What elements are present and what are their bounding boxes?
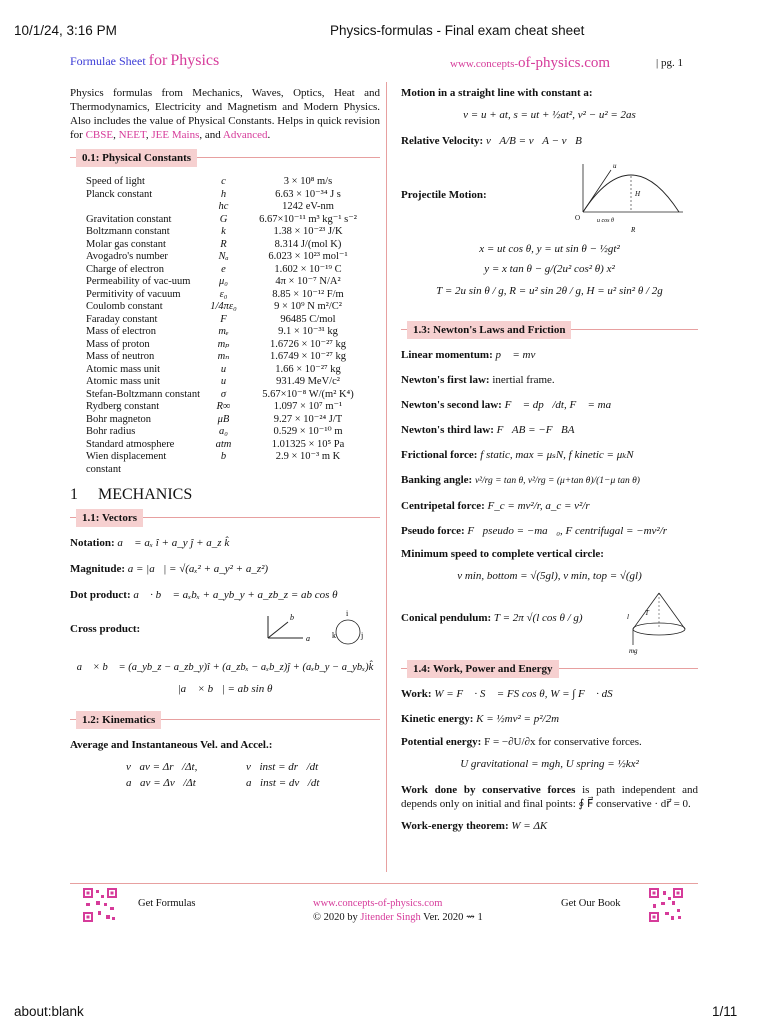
constant-row [70,439,370,452]
constant-value: 6.023 × 10²³ mol⁻¹ [268,251,348,262]
constant-name: Bohr magneton [86,413,152,425]
svg-text:R: R [631,226,636,234]
brand-for: for [148,52,168,69]
constant-value: 1.01325 × 10⁵ Pa [271,438,345,450]
formula-motion: v = u + at, s = ut + ½at², v² − u² = 2as [463,109,636,121]
constant-value: 1.6749 × 10⁻²⁷ kg [269,351,347,362]
constant-row [70,401,370,414]
link-cbse[interactable]: CBSE [85,129,114,141]
constant-symbol: μB [217,413,230,425]
formula-projectile-2: y = x tan θ − g/(2u² cos² θ) x² [484,263,615,275]
constant-symbol: ε₀ [219,288,228,300]
formula-cross-expansion: a⃗ × b⃗ = (a_yb_z − a_zb_y)î + (a_zbₓ − aₓb_z)ĵ + (aₓb_y − a_ybₓ)k̂ [76,662,374,673]
formula-newton-second: Newton's second law: F⃗ = dp⃗/dt, F⃗ = ma⃗ [401,399,620,411]
constant-row [70,414,370,427]
right-column [401,86,698,840]
constant-name: Permitivity of vacuum [86,288,181,300]
constant-name: Molar gas constant [86,238,166,250]
constant-value: 1.602 × 10⁻¹⁹ C [274,263,342,275]
constant-symbol: k [221,226,226,237]
constant-symbol: Nₐ [218,251,229,262]
section-title: 1.2: Kinematics [76,711,161,729]
section-vectors [70,508,380,528]
svg-text:u cos θ: u cos θ [597,218,614,224]
section-title: 0.1: Physical Constants [76,149,197,167]
constant-name: Faraday constant [86,313,158,325]
svg-text:k: k [332,631,336,640]
qr-code-icon [82,887,118,923]
constant-symbol: F [220,313,227,325]
constant-symbol: mₙ [217,351,230,362]
formula-conical: Conical pendulum: T = 2π √(l cos θ / g) [401,612,583,624]
svg-text:l: l [627,613,629,621]
constant-name: Wien displacement constant [86,451,167,475]
svg-text:i: i [346,609,349,618]
section-physical-constants [70,148,380,168]
formula-banking: Banking angle: v²/rg = tan θ, v²/rg = (μ+tan θ)/(1−μ tan θ) [401,474,640,486]
link-jee-mains[interactable]: JEE Mains [151,129,200,141]
constant-value: 931.49 MeV/c² [276,376,340,387]
formula-work-energy-theorem: Work-energy theorem: W = ΔK [401,820,548,832]
constant-name: Standard atmosphere [86,438,175,450]
formula-velocity-accel: v⃗av = Δr⃗/Δt, v⃗inst = dr⃗/dt a⃗av = Δv⃗/Δt a⃗inst = dv⃗/dt [126,761,320,789]
avg-inst-label: Average and Instantaneous Vel. and Accel.: [70,739,273,751]
svg-text:T: T [645,609,649,617]
formula-dot-product: Dot product: a⃗ · b⃗ = aₓbₓ + a_yb_y + a_zb_z = ab cos θ [70,589,338,601]
formula-kinetic-energy: Kinetic energy: K = ½mv² = p²/2m [401,713,560,725]
constant-row [70,364,370,377]
formula-centripetal: Centripetal force: F_c = mv²/r, a_c = v²/r [401,500,590,512]
constant-row [70,326,370,339]
constant-name: Atomic mass unit [86,363,161,375]
sheet-page-number: | pg. 1 [656,57,683,69]
motion-label: Motion in a straight line with constant a: [401,87,593,99]
qr-code-icon [648,887,684,923]
formula-projectile-1: x = ut cos θ, y = ut sin θ − ½gt² [479,243,620,255]
print-url: about:blank [14,1004,84,1019]
constant-row [70,339,370,352]
constant-row [70,451,370,476]
constant-row [70,264,370,277]
constant-value: 1.38 × 10⁻²³ J/K [273,226,343,237]
constant-name: Mass of neutron [86,351,155,362]
svg-text:j: j [361,631,364,640]
constant-value: 8.314 J/(mol K) [274,238,342,250]
constant-symbol: u [220,376,227,387]
section-work-energy [401,659,698,679]
conical-pendulum-diagram [619,589,699,655]
formula-min-speed: v min, bottom = √(5gl), v min, top = √(gl) [457,570,642,582]
constant-symbol: μ₀ [219,276,228,287]
constant-row [70,314,370,327]
brand-small: Formulae Sheet [70,54,146,68]
constant-name: Planck constant [86,188,153,200]
footer-get-book: Get Our Book [561,898,621,909]
constant-name: Mass of proton [86,338,150,350]
constant-value: 0.529 × 10⁻¹⁰ m [273,426,343,437]
formula-cross-product: Cross product: a b i k j [70,614,380,654]
formula-pseudo: Pseudo force: F⃗pseudo = −ma⃗₀, F centrifugal = −mv²/r [401,525,668,537]
constant-value: 3 × 10⁸ m/s [283,176,333,187]
constant-symbol: u [220,363,227,375]
print-page: 1/11 [712,1004,738,1019]
sheet-brand [70,52,219,70]
constant-symbol: e [221,263,226,275]
constant-name: Avogadro's number [86,251,168,262]
footer-site-link[interactable]: www.concepts-of-physics.com [313,898,443,909]
constant-value: 1.097 × 10⁷ m⁻¹ [273,401,343,412]
constant-row [70,301,370,314]
constant-name: Boltzmann constant [86,226,170,237]
constant-symbol: G [219,213,228,225]
constant-row [70,176,370,189]
constant-value: 6.67×10⁻¹¹ m³ kg⁻¹ s⁻² [259,213,357,225]
constants-table [70,176,370,476]
brand-big: Physics [170,52,220,69]
intro-paragraph: Physics formulas from Mechanics, Waves, Optics, Heat and Thermodynamics, Electricity and Magnetism and Modern Physics. Also includes the value of Physical Constants. Helps in quick revision for CBSE, NEET, JEE Mains, and Advanced. [70,87,380,141]
constant-row [70,226,370,239]
constant-value: 1242 eV-nm [282,201,334,212]
constant-value: 8.85 × 10⁻¹² F/m [272,288,344,300]
constant-value: 4π × 10⁻⁷ N/A² [275,276,341,287]
constant-value: 2.9 × 10⁻³ m K [275,451,341,462]
constant-name: Permeability of vac-uum [86,276,191,287]
formula-relative-velocity: Relative Velocity: v⃗A/B = v⃗A − v⃗B [401,135,582,147]
section-newtons-laws [401,320,698,340]
constant-row [70,351,370,364]
left-column [70,86,380,794]
min-speed-label: Minimum speed to complete vertical circle: [401,548,604,560]
formula-potential-energy: Potential energy: F = −∂U/∂x for conservative forces. [401,736,642,748]
constant-value: 96485 C/mol [280,313,336,325]
svg-text:a: a [306,634,310,643]
cross-product-diagram [248,608,368,652]
qr-code-book[interactable] [648,887,684,923]
conical-block [401,589,698,653]
constant-name: Rydberg constant [86,401,160,412]
constant-value: 1.66 × 10⁻²⁷ kg [275,363,341,375]
constant-symbol: σ [220,388,227,400]
constant-row [70,389,370,402]
formula-conservative-work: Work done by conservative forces is path independent and depends only on initial and final points: ∮ F⃗ conservative · dr⃗ = 0. [401,784,699,810]
constant-name: Speed of light [86,176,145,187]
section-title: 1.3: Newton's Laws and Friction [407,321,571,339]
footer-get-formulas: Get Formulas [138,898,196,909]
formula-friction: Frictional force: f static, max = μₛN, f kinetic = μₖN [401,449,634,461]
constant-name: Coulomb constant [86,301,163,312]
footer-author-link[interactable]: Jitender Singh [360,912,421,923]
formula-cross-magnitude: |a⃗ × b⃗| = ab sin θ [177,683,273,695]
link-advanced[interactable]: Advanced [222,129,268,141]
constant-symbol: R∞ [216,401,231,412]
constant-symbol: R [220,238,227,250]
constant-symbol: hc [218,201,229,212]
constant-row [70,426,370,439]
constant-symbol: b [220,451,227,462]
constant-symbol: c [221,176,226,187]
constant-row [70,189,370,202]
svg-text:u: u [613,162,617,170]
footer-copyright: © 2020 by Jitender Singh Ver. 2020 ⇝ 1 [313,912,483,923]
constant-row [70,276,370,289]
link-neet[interactable]: NEET [118,129,146,141]
footer-rule [70,883,698,884]
constant-value: 6.63 × 10⁻³⁴ J s [275,188,341,200]
constant-name: Charge of electron [86,263,164,275]
constant-name: Gravitation constant [86,213,172,225]
constant-symbol: 1/4πε₀ [210,301,237,312]
constant-name: Atomic mass unit [86,376,161,387]
projectile-diagram [571,158,691,236]
constant-row [70,376,370,389]
constant-row [70,239,370,252]
svg-text:b: b [290,613,294,622]
constant-value: 1.6726 × 10⁻²⁷ kg [269,338,347,350]
constant-symbol: a₀ [219,426,228,437]
formula-projectile-3: T = 2u sin θ / g, R = u² sin 2θ / g, H = u² sin² θ / 2g [436,285,663,297]
constant-name: Stefan-Boltzmann constant [86,388,201,400]
svg-text:O: O [575,214,581,222]
formula-newton-first: Newton's first law: inertial frame. [401,374,555,386]
constant-value: 9.1 × 10⁻³¹ kg [278,326,338,337]
constant-row [70,214,370,227]
constant-symbol: mₚ [217,338,230,350]
constant-symbol: h [220,188,227,200]
qr-code-formulas[interactable] [82,887,118,923]
section-title: 1.4: Work, Power and Energy [407,660,559,678]
constant-name: Mass of electron [86,326,156,337]
constant-name: Bohr radius [86,426,136,437]
formula-linear-momentum: Linear momentum: p⃗ = mv⃗ [401,349,544,361]
section-title: 1.1: Vectors [76,509,143,527]
print-datetime: 10/1/24, 3:16 PM [14,23,117,38]
svg-text:H: H [635,190,641,198]
section-kinematics [70,710,380,730]
formula-potential-energy-2: U gravitational = mgh, U spring = ½kx² [460,758,639,770]
formula-magnitude: Magnitude: a = |a⃗| = √(aₓ² + a_y² + a_z²) [70,563,269,575]
constant-row [70,251,370,264]
constant-row [70,201,370,214]
constant-value: 9 × 10⁹ N m²/C² [274,301,342,312]
constant-name [70,201,201,214]
constant-value: 5.67×10⁻⁸ W/(m² K⁴) [262,388,354,400]
formula-notation: Notation: a⃗ = aₓ î + a_y ĵ + a_z k̂ [70,537,230,549]
formula-newton-third: Newton's third law: F⃗AB = −F⃗BA [401,424,575,436]
constant-row [70,289,370,302]
projectile-block: Projectile Motion: H u O u cos θ R [401,158,698,238]
constant-symbol: atm [215,438,232,450]
header-site-link[interactable]: www.concepts-of-physics.com [450,55,611,71]
constant-symbol: mₑ [218,326,229,337]
constant-value: 9.27 × 10⁻²⁴ J/T [273,413,343,425]
formula-work: Work: W = F⃗ · S⃗ = FS cos θ, W = ∫ F⃗ · dS⃗ [401,688,622,700]
column-divider [386,82,387,872]
svg-text:mg: mg [629,647,638,655]
chapter-heading: 1 MECHANICS [70,486,193,503]
print-title: Physics-formulas - Final exam cheat sheet [330,23,585,38]
